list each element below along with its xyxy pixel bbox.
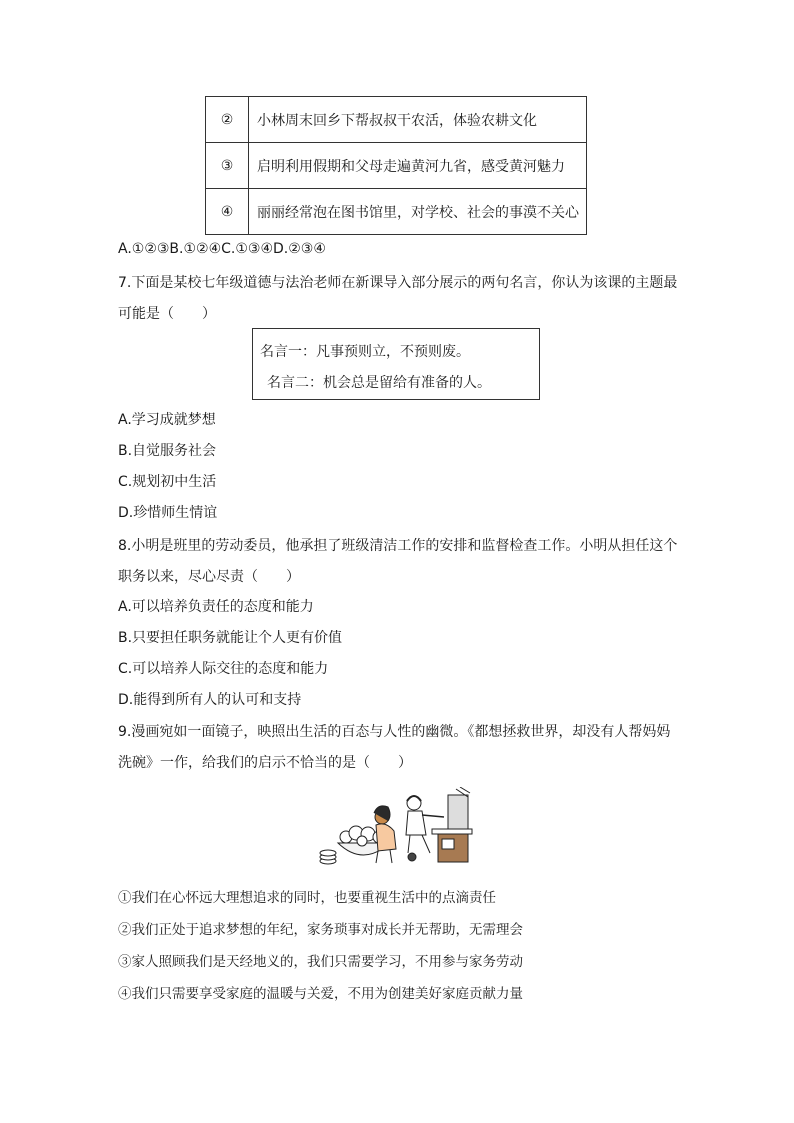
q7-stem-line2: 可能是（ ） [118, 306, 216, 322]
row-number: ③ [206, 143, 249, 189]
row-number: ④ [206, 189, 249, 235]
q8-stem-line2: 职务以来，尽心尽责（ ） [118, 569, 300, 585]
q9-stem-line1: 9.漫画宛如一面镜子，映照出生活的百态与人性的幽微。《都想拯救世界，却没有人帮妈妈 [118, 724, 671, 740]
q9-statement-2: ②我们正处于追求梦想的年纪，家务琐事对成长并无帮助，无需理会 [118, 922, 523, 938]
table-row [206, 97, 587, 143]
row-number: ② [206, 97, 249, 143]
row-text: 启明利用假期和父母走遍黄河九省，感受黄河魅力 [249, 143, 587, 189]
q8-option-c: C.可以培养人际交往的态度和能力 [118, 661, 329, 677]
mother-figure-icon [374, 806, 396, 863]
table-row [206, 143, 587, 189]
q9-statement-3: ③家人照顾我们是天经地义的，我们只需要学习，不用参与家务劳动 [118, 954, 523, 970]
q8-option-d: D.能得到所有人的认可和支持 [118, 692, 302, 708]
table-row [206, 189, 587, 235]
computer-icon [432, 787, 472, 862]
options-table [205, 96, 587, 235]
row-text: 小林周末回乡下帮叔叔干农活，体验农耕文化 [249, 97, 587, 143]
row-text: 丽丽经常泡在图书馆里，对学校、社会的事漠不关心 [249, 189, 587, 235]
cartoon-illustration [318, 787, 478, 867]
quote-box [252, 328, 540, 400]
q7-option-c: C.规划初中生活 [118, 474, 217, 490]
q6-options: A.①②③B.①②④C.①③④D.②③④ [118, 241, 326, 257]
q8-option-a: A.可以培养负责任的态度和能力 [118, 599, 314, 615]
dish-stack-icon [320, 850, 336, 864]
quote-two: 名言二：机会总是留给有准备的人。 [267, 375, 491, 391]
q7-option-b: B.自觉服务社会 [118, 443, 217, 459]
quote-one: 名言一：凡事预则立，不预则废。 [260, 344, 470, 360]
q7-stem-line1: 7.下面是某校七年级道德与法治老师在新课导入部分展示的两句名言，你认为该课的主题最 [118, 275, 678, 291]
q7-option-d: D.珍惜师生情谊 [118, 505, 218, 521]
q9-stem-line2: 洗碗》一作，给我们的启示不恰当的是（ ） [118, 755, 412, 771]
q9-statement-4: ④我们只需要享受家庭的温暖与关爱，不用为创建美好家庭贡献力量 [118, 986, 523, 1002]
q9-statement-1: ①我们在心怀远大理想追求的同时，也要重视生活中的点滴责任 [118, 890, 496, 906]
q8-stem-line1: 8.小明是班里的劳动委员，他承担了班级清洁工作的安排和监督检查工作。小明从担任这个 [118, 538, 678, 554]
q7-option-a: A.学习成就梦想 [118, 412, 216, 428]
q8-option-b: B.只要担任职务就能让个人更有价值 [118, 630, 343, 646]
